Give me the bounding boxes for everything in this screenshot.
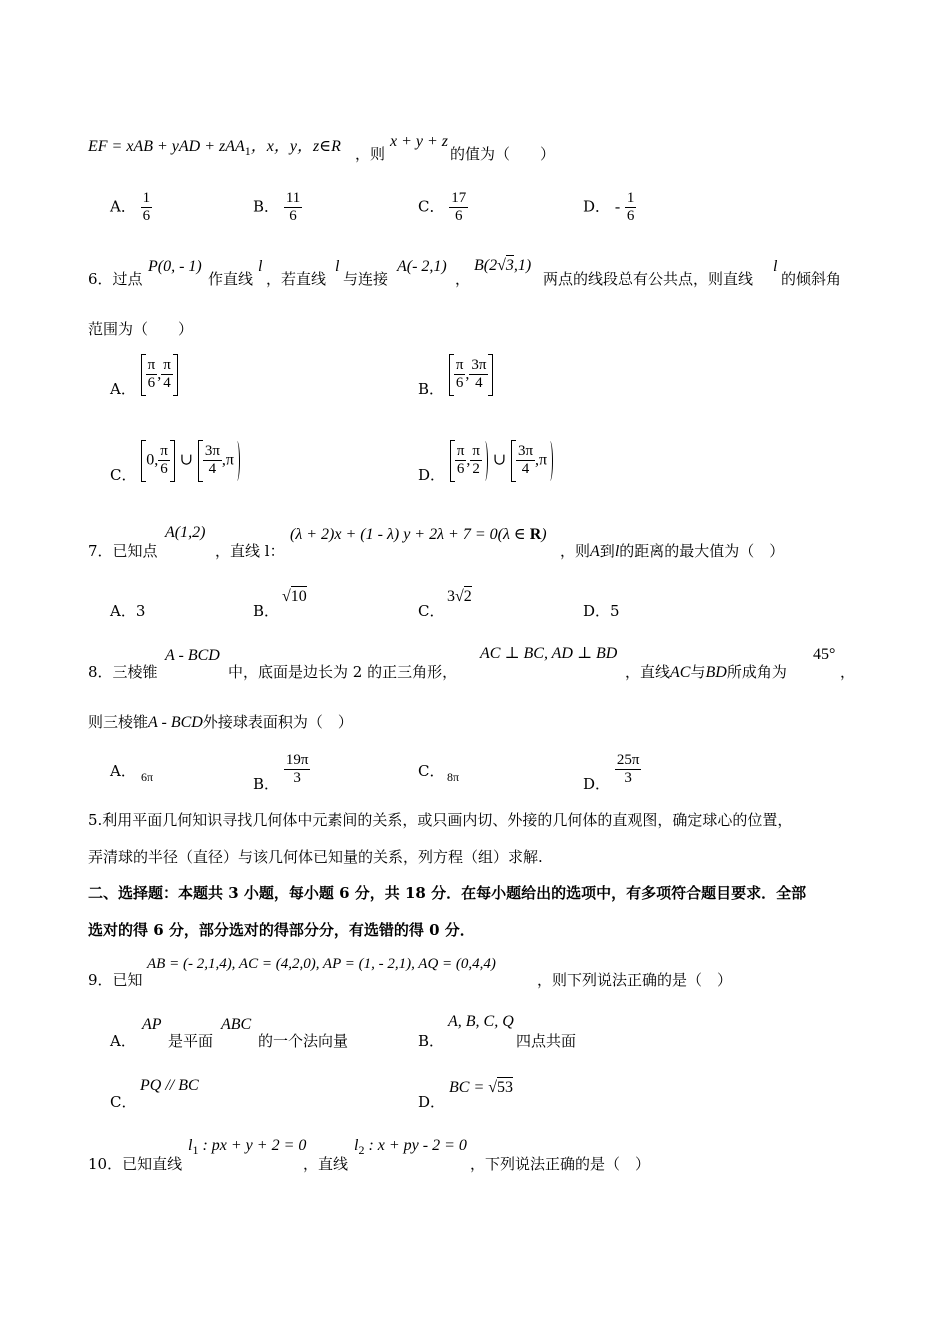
q5-option-b-label: B． <box>253 197 280 216</box>
q5-option-c-label: C． <box>418 197 445 216</box>
q5-option-c-frac: $\frac{17}{6}$ <box>451 190 467 224</box>
q7-option-c-value: 3√2 <box>447 588 472 605</box>
q10-l2: $l_2$ : x + py - 2 = 0 <box>354 1137 467 1158</box>
q6-option-c[interactable]: C． 0, $\frac{\pi}{6}$ ∪ $\frac{3\pi}{4}$ ,π <box>110 436 240 485</box>
q6-point-p: P(0, - 1) <box>148 258 202 275</box>
q6-t3: 与连接 <box>343 270 389 288</box>
note-line1: 5.利用平面几何知识寻找几何体中元素间的关系，或只画内切、外接的几何体的直观图，确定球心的位置， <box>88 811 793 829</box>
q6-num: 6．过点 <box>88 270 143 288</box>
q7-point-a: A(1,2) <box>165 524 206 541</box>
q5-option-d-frac: $\frac{1}{6}$ <box>626 190 635 224</box>
q6-option-b-label: B． <box>418 380 445 398</box>
q5-option-a[interactable] <box>110 190 152 225</box>
q8-option-c[interactable]: C． <box>418 762 445 780</box>
q8-tetra: A - BCD <box>165 647 220 664</box>
q8-line2: 则三棱锥A - BCD外接球表面积为（ ） <box>88 713 353 731</box>
q6-option-a[interactable]: A． $\frac{\pi}{6}$ , $\frac{\pi}{4}$ <box>110 350 178 399</box>
q9-t1: ，则下列说法正确的是（ ） <box>537 971 733 989</box>
q5-vars: ，x，y，z∈R <box>250 138 341 155</box>
q8-cond: AC ⊥ BC, AD ⊥ BD <box>480 645 618 662</box>
q9-option-d[interactable]: D． <box>418 1093 446 1111</box>
q6-option-d[interactable]: D． $\frac{\pi}{6}$ , $\frac{\pi}{2}$ ∪ $\frac{3\pi}{4}$ ,π <box>418 436 553 485</box>
q7-option-c[interactable]: C． <box>418 602 445 620</box>
q7-option-d[interactable]: D．5 <box>583 602 620 620</box>
q6-option-b[interactable]: B． $\frac{\pi}{6}$ , $\frac{3\pi}{4}$ <box>418 350 493 399</box>
q9-a-abc: ABC <box>221 1016 252 1033</box>
q6-t1: 作直线 <box>208 270 254 288</box>
q5-formula: EF = xAB + yAD + zAA <box>88 138 245 155</box>
q7-t2: ，则A到l的距离的最大值为（ ） <box>560 542 785 560</box>
q5-sub: 1 <box>244 144 251 158</box>
q6-option-a-label: A． <box>110 380 136 398</box>
q7-option-a[interactable]: A．3 <box>110 602 146 620</box>
q8-option-c-value: 8π <box>447 770 460 784</box>
q8-t2: ，直线AC与BD所成角为 <box>625 663 787 681</box>
q9-num: 9．已知 <box>88 971 143 989</box>
q10-t2: ，下列说法正确的是（ ） <box>470 1155 651 1173</box>
q6-t2: ，若直线 <box>266 270 327 288</box>
q9-a-ap: AP <box>142 1016 162 1033</box>
q10-l1: $l_1$ : px + y + 2 = 0 <box>188 1137 307 1158</box>
q6-option-d-label: D． <box>418 466 446 484</box>
q6-point-b: B(2√3,1) <box>474 257 532 274</box>
q7-option-b-sqrt: √10 <box>282 588 307 605</box>
q8-t5: ， <box>840 663 856 681</box>
q5-stem <box>88 133 341 159</box>
section2-line2: 选对的得 6 分，部分选对的得部分分，有选错的得 0 分． <box>88 921 475 939</box>
q8-option-a[interactable]: A． <box>110 762 136 780</box>
q5-option-d-label: D． <box>583 197 611 216</box>
q9-b-points: A, B, C, Q <box>448 1013 514 1030</box>
q9-c-text: PQ // BC <box>140 1077 199 1094</box>
q5-option-a-frac: $\frac{1}{6}$ <box>142 190 151 224</box>
q8-num: 8．三棱锥 <box>88 663 158 681</box>
q8-option-d[interactable]: D． $\frac{25\pi}{3}$ <box>583 752 640 793</box>
q5-option-a-label: A． <box>110 197 136 216</box>
q10-t1: ，直线 <box>303 1155 349 1173</box>
q7-t1: ，直线 l： <box>215 542 285 560</box>
q6-option-c-label: C． <box>110 466 137 484</box>
section2-line1: 二、选择题：本题共 3 小题，每小题 6 分，共 18 分．在每小题给出的选项中，有多项符合题目要求．全部 <box>88 884 807 902</box>
q5-tail: 的值为（ ） <box>450 145 556 163</box>
q5-option-c[interactable] <box>418 190 468 225</box>
q9-option-c[interactable]: C． <box>110 1093 137 1111</box>
q9-option-b[interactable]: B． <box>418 1032 445 1050</box>
q6-t4: 两点的线段总有公共点，则直线 <box>543 270 754 288</box>
q9-b-text: 四点共面 <box>516 1032 577 1050</box>
q6-point-a: A(- 2,1) <box>397 258 447 275</box>
q6-l-1: l <box>258 258 263 275</box>
q9-a-text1: 是平面 <box>168 1032 214 1050</box>
q8-option-b[interactable]: B． $\frac{19\pi}{3}$ <box>253 752 309 793</box>
q8-option-a-value: 6π <box>141 770 154 784</box>
q7-option-b[interactable]: B． <box>253 602 280 620</box>
q6-line2: 范围为（ ） <box>88 320 194 338</box>
q5-then: ，则 <box>355 145 386 163</box>
q5-option-b-frac: $\frac{11}{6}$ <box>285 190 301 224</box>
q9-a-text2: 的一个法向量 <box>258 1032 349 1050</box>
q8-angle: 45° <box>813 646 836 663</box>
q5-option-b[interactable] <box>253 190 302 225</box>
q5-option-d[interactable] <box>583 190 636 225</box>
q6-t5: 的倾斜角 <box>781 270 842 288</box>
q6-comma: ， <box>455 270 471 288</box>
q9-d-text: BC = √53 <box>449 1079 514 1096</box>
q7-num: 7．已知点 <box>88 542 158 560</box>
q9-vectors: AB = (- 2,1,4), AC = (4,2,0), AP = (1, - 2,1), AQ = (0,4,4) <box>147 956 496 972</box>
q7-equation: (λ + 2)x + (1 - λ) y + 2λ + 7 = 0(λ ∈ R) <box>290 526 547 543</box>
q6-l-3: l <box>773 258 778 275</box>
note-line2: 弄清球的半径（直径）与该几何体已知量的关系，列方程（组）求解. <box>88 848 543 866</box>
q10-num: 10．已知直线 <box>88 1155 183 1173</box>
q5-sum: x + y + z <box>390 133 449 150</box>
q9-option-a[interactable]: A． <box>110 1032 136 1050</box>
q6-l-2: l <box>335 258 340 275</box>
q5-option-d-sign: - <box>614 198 621 216</box>
q8-t1: 中，底面是边长为 2 的正三角形， <box>228 663 458 681</box>
